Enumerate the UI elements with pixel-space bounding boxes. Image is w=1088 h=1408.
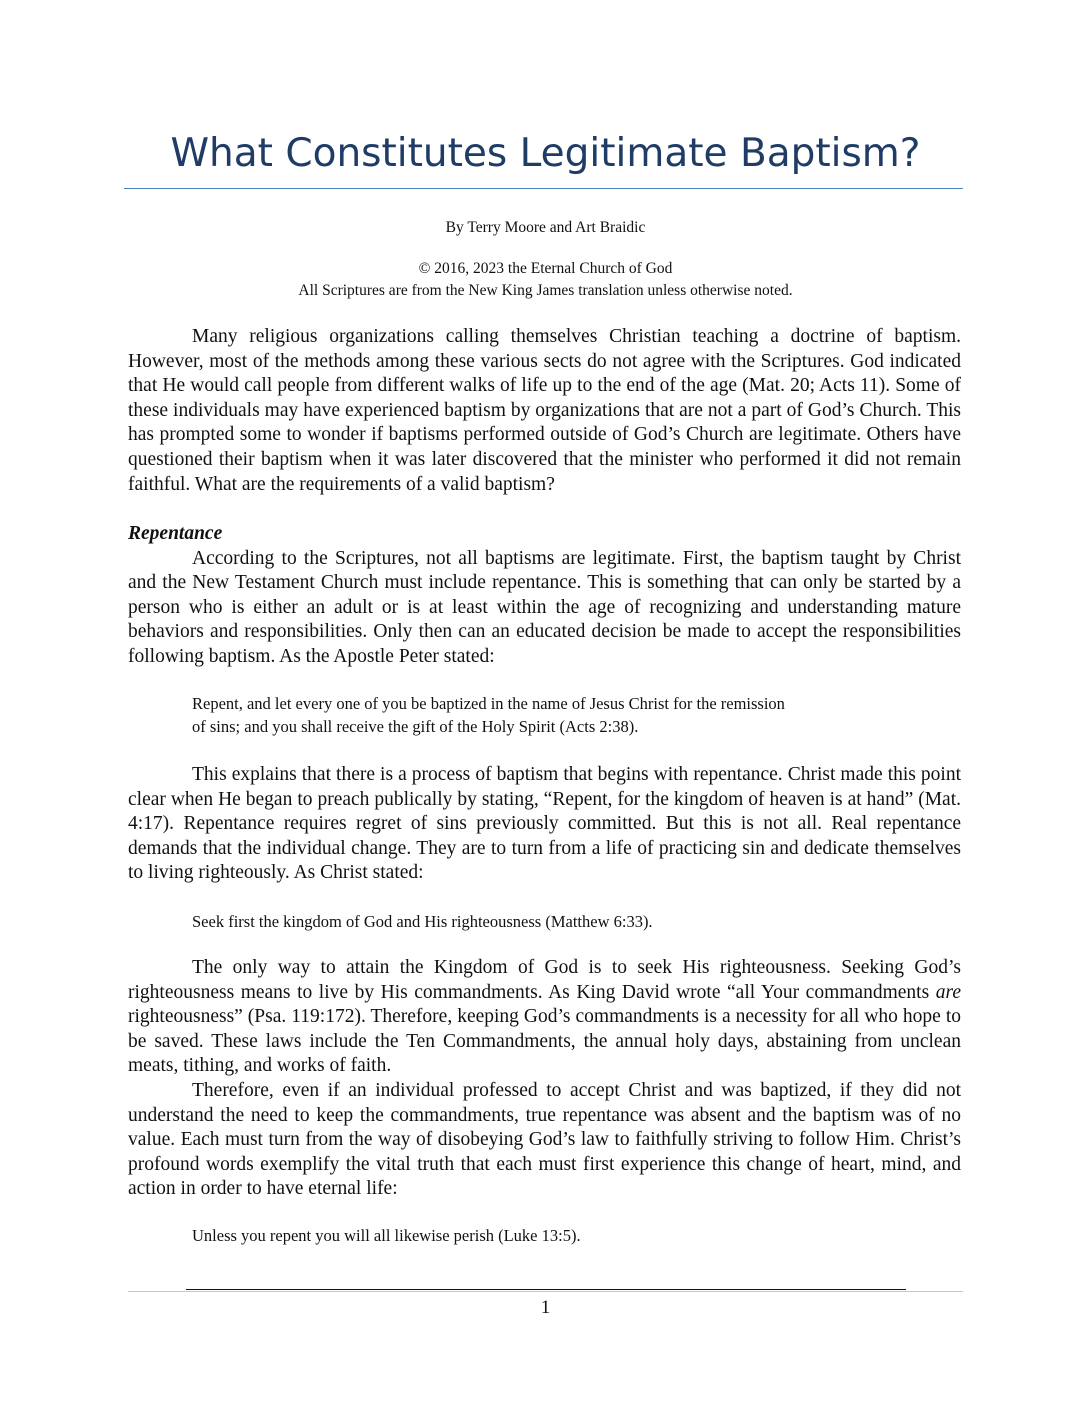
process-section bbox=[128, 763, 961, 886]
footer-rule-dark bbox=[186, 1289, 906, 1290]
byline: By Terry Moore and Art Braidic bbox=[445, 219, 646, 236]
footer-rule bbox=[128, 1291, 963, 1292]
quote-luke-13-5 bbox=[192, 1224, 912, 1247]
quote-line: of sins; and you shall receive the gift of the Holy Spirit (Acts 2:38). bbox=[192, 717, 639, 736]
repentance-paragraph: According to the Scriptures, not all baptisms are legitimate. First, the baptism taught by Christ and the New Testament Church must include repentance. This is something that can only be started by a person who is either an adult or is at least within the age of recognizing and understanding mature behaviors and responsibilities. Only then can an educated decision be made to accept the responsibilities following baptism. As the Apostle Peter stated: bbox=[128, 547, 961, 667]
paragraph-text: The only way to attain the Kingdom of God is to seek His righteousness. Seeking God’s righteousness means to live by His commandments. As King David wrote “all Your commandments bbox=[128, 957, 961, 1003]
title-underline bbox=[124, 188, 963, 189]
quote-line: Seek first the kingdom of God and His righteousness (Matthew 6:33). bbox=[192, 912, 653, 931]
copyright-line: © 2016, 2023 the Eternal Church of God bbox=[418, 260, 673, 277]
quote-line: Unless you repent you will all likewise perish (Luke 13:5). bbox=[192, 1226, 581, 1245]
intro-paragraph: Many religious organizations calling themselves Christian teaching a doctrine of baptism. However, most of the methods among these various sects do not agree with the Scriptures. God indicated that He would call people from different walks of life up to the end of the age (Mat. 20; Acts 11). Some of these individuals may have experienced baptism by organizations that are not a part of God’s Church. This has prompted some to wonder if baptisms performed outside of God’s Church are legitimate. Others have questioned their baptism when it was later discovered that the minister who performed it did not remain faithful. What are the requirements of a valid baptism? bbox=[128, 326, 961, 495]
repentance-section bbox=[128, 522, 961, 670]
page-number: 1 bbox=[540, 1297, 551, 1318]
process-paragraph: This explains that there is a process of baptism that begins with repentance. Christ made this point clear when He began to preach publically by stating, “Repent, for the kingdom of heaven is at hand” (Mat. 4:17). Repentance requires regret of sins previously committed. But this is not all. Real repentance demands that the individual change. They are to turn from a life of practicing sin and dedicate themselves to living righteously. As Christ stated: bbox=[128, 764, 961, 884]
scripture-note: All Scriptures are from the New King James translation unless otherwise noted. bbox=[298, 282, 793, 299]
quote-matthew-6-33 bbox=[192, 910, 912, 933]
paragraph-text: righteousness” (Psa. 119:172). Therefore, keeping God’s commandments is a necessity for all who hope to be saved. These laws include the Ten Commandments, the annual holy days, abstaining from unclean meats, tithing, and works of faith. bbox=[128, 1006, 961, 1077]
intro-section bbox=[128, 325, 961, 497]
emphasis-text: are bbox=[935, 981, 961, 1003]
therefore-paragraph: Therefore, even if an individual professed to accept Christ and was baptized, if they did not understand the need to keep the commandments, true repentance was absent and the baptism was of no value. Each must turn from the way of disobeying God’s law to faithfully striving to follow Him. Christ’s profound words exemplify the vital truth that each must first experience this change of heart, mind, and action in order to have eternal life: bbox=[128, 1079, 961, 1200]
section-heading-repentance: Repentance bbox=[128, 523, 223, 544]
righteousness-section bbox=[128, 956, 961, 1202]
document-title: What Constitutes Legitimate Baptism? bbox=[170, 131, 921, 176]
righteousness-paragraph bbox=[128, 956, 961, 1079]
quote-line: Repent, and let every one of you be baptized in the name of Jesus Christ for the remission bbox=[192, 694, 785, 713]
quote-acts-2-38 bbox=[192, 692, 912, 738]
